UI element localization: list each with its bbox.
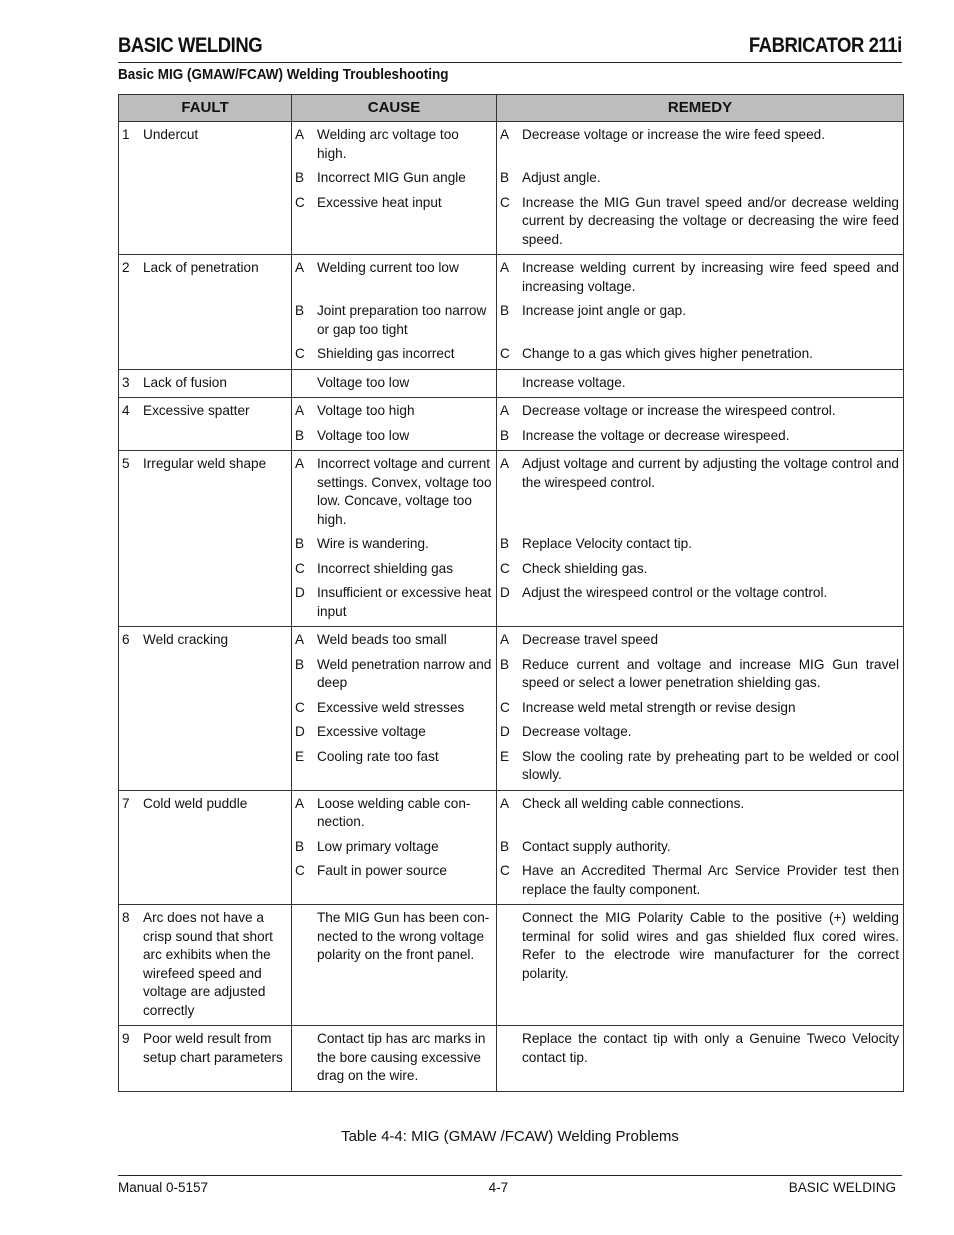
remedy-letter: C xyxy=(500,346,510,361)
remedy-text: Decrease travel speed xyxy=(522,632,659,647)
cause-text: Insufficient or excessive heat input xyxy=(317,585,492,619)
fault-cell xyxy=(119,578,292,627)
cause-cell xyxy=(292,578,497,627)
page-header xyxy=(118,34,902,58)
remedy-text: Adjust voltage and current by adjusting the voltage control and the wirespeed control. xyxy=(522,456,899,490)
remedy-letter xyxy=(497,1030,522,1067)
remedy-letter: D xyxy=(500,724,510,739)
cause-cell xyxy=(292,790,497,832)
fault-cell xyxy=(119,255,292,297)
cause-cell xyxy=(292,742,497,791)
cause-letter: C xyxy=(295,560,305,576)
fault-cell xyxy=(119,296,292,339)
fault-letter: 6 xyxy=(122,632,130,647)
footer-section: BASIC WELDING xyxy=(788,1180,896,1195)
fault-cell xyxy=(119,398,292,421)
cause-text: Incorrect voltage and current settings. Convex, voltage too low. Concave, voltage too high. xyxy=(317,456,492,527)
remedy-cell xyxy=(497,398,904,421)
cause-cell xyxy=(292,421,497,451)
table-row xyxy=(119,1026,904,1092)
remedy-text: Change to a gas which gives higher penetration. xyxy=(522,346,813,361)
cause-cell xyxy=(292,693,497,718)
page-footer xyxy=(118,1180,896,1195)
table-row xyxy=(119,369,904,398)
remedy-cell xyxy=(497,905,904,1026)
page-number: 4-7 xyxy=(488,1180,509,1195)
remedy-text: Decrease voltage. xyxy=(522,724,632,739)
cause-cell xyxy=(292,296,497,339)
fault-letter: 3 xyxy=(122,374,130,390)
cause-cell xyxy=(292,339,497,369)
cause-cell xyxy=(292,856,497,905)
fault-text: Arc does not have a crisp sound that short arc exhibits when the wirefeed speed and voltage are adjusted correctly xyxy=(143,910,273,1018)
remedy-text: Check all welding cable connections. xyxy=(522,795,745,811)
remedy-cell xyxy=(497,627,904,650)
fault-column-header: FAULT xyxy=(119,95,292,122)
remedy-text: Connect the MIG Polarity Cable to the positive (+) welding terminal for solid wires and gas shielded flux cored wires. Refer to the electrode wire manufacturer for the correct polarity. xyxy=(522,910,899,981)
table-row xyxy=(119,163,904,188)
table-row xyxy=(119,627,904,650)
remedy-cell xyxy=(497,122,904,164)
table-row xyxy=(119,578,904,627)
table-row xyxy=(119,255,904,297)
fault-cell xyxy=(119,790,292,832)
cause-letter: B xyxy=(295,838,305,854)
remedy-text: Decrease voltage or increase the wirespeed control. xyxy=(522,403,836,418)
cause-text: Low primary voltage xyxy=(317,838,439,854)
remedy-cell xyxy=(497,529,904,554)
remedy-cell xyxy=(497,578,904,627)
fault-cell xyxy=(119,163,292,188)
cause-cell xyxy=(292,188,497,255)
remedy-letter: A xyxy=(500,795,510,811)
fault-letter: 1 xyxy=(122,127,130,142)
fault-text: Irregular weld shape xyxy=(143,456,267,471)
remedy-text: Contact supply authority. xyxy=(522,838,671,854)
remedy-letter xyxy=(497,374,522,393)
table-row xyxy=(119,296,904,339)
remedy-text: Increase weld metal strength or revise design xyxy=(522,699,796,715)
remedy-text: Replace the contact tip with only a Genuine Tweco Velocity contact tip. xyxy=(522,1031,899,1065)
remedy-cell xyxy=(497,717,904,742)
cause-text: Voltage too high xyxy=(317,403,415,418)
fault-cell xyxy=(119,693,292,718)
cause-cell xyxy=(292,627,497,650)
table-row xyxy=(119,717,904,742)
remedy-text: Increase the MIG Gun travel speed and/or decrease welding current by decreasing the voltage or decreasing the wire feed speed. xyxy=(522,194,899,247)
remedy-cell xyxy=(497,369,904,398)
fault-letter: 4 xyxy=(122,403,130,418)
cause-text: Incorrect shielding gas xyxy=(317,560,454,576)
remedy-cell xyxy=(497,451,904,530)
cause-text: Fault in power source xyxy=(317,863,447,878)
cause-letter xyxy=(292,1030,317,1086)
remedy-cell xyxy=(497,742,904,791)
remedy-cell xyxy=(497,339,904,369)
table-row xyxy=(119,650,904,693)
cause-letter: A xyxy=(295,260,305,275)
cause-letter xyxy=(292,909,317,965)
fault-cell xyxy=(119,742,292,791)
cause-letter xyxy=(292,374,317,393)
cause-text: Contact tip has arc marks in the bore causing excessive drag on the wire. xyxy=(317,1031,486,1083)
remedy-letter: B xyxy=(500,170,510,185)
cause-text: Weld penetration narrow and deep xyxy=(317,656,492,690)
fault-text: Weld cracking xyxy=(143,632,229,647)
table-caption: Table 4-4: MIG (GMAW /FCAW) Welding Problems xyxy=(341,1128,679,1145)
fault-text: Undercut xyxy=(143,127,199,142)
remedy-letter: C xyxy=(500,699,510,715)
remedy-letter: C xyxy=(500,194,510,210)
cause-text: Excessive weld stresses xyxy=(317,699,465,715)
table-body xyxy=(119,122,904,1092)
table-row xyxy=(119,554,904,579)
fault-cell xyxy=(119,369,292,398)
cause-text: Incorrect MIG Gun angle xyxy=(317,170,466,185)
cause-letter: C xyxy=(295,194,305,210)
product-title: FABRICATOR 211i xyxy=(749,34,902,57)
table-row xyxy=(119,529,904,554)
cause-letter: A xyxy=(295,403,305,418)
remedy-column-header: REMEDY xyxy=(497,95,904,122)
cause-cell xyxy=(292,717,497,742)
cause-letter: B xyxy=(295,170,305,185)
remedy-cell xyxy=(497,421,904,451)
table-row xyxy=(119,339,904,369)
fault-text: Lack of penetration xyxy=(143,260,259,275)
remedy-text: Adjust angle. xyxy=(522,170,601,185)
remedy-letter: A xyxy=(500,260,510,275)
fault-text: Excessive spatter xyxy=(143,403,250,418)
fault-cell xyxy=(119,188,292,255)
cause-letter: D xyxy=(295,585,305,600)
remedy-text: Replace Velocity contact tip. xyxy=(522,536,693,551)
header-rule xyxy=(118,62,902,63)
table-header-row xyxy=(119,95,904,122)
cause-text: Loose welding cable con-nection. xyxy=(317,795,471,829)
fault-cell xyxy=(119,1026,292,1092)
remedy-cell xyxy=(497,832,904,857)
remedy-text: Reduce current and voltage and increase MIG Gun travel speed or select a lower penetration shielding gas. xyxy=(522,656,899,690)
cause-letter: B xyxy=(295,536,305,551)
remedy-cell xyxy=(497,554,904,579)
remedy-cell xyxy=(497,790,904,832)
cause-text: Welding current too low xyxy=(317,260,459,275)
table-row xyxy=(119,905,904,1026)
remedy-letter: A xyxy=(500,456,510,471)
fault-cell xyxy=(119,339,292,369)
chapter-title: BASIC WELDING xyxy=(118,34,263,57)
cause-cell xyxy=(292,451,497,530)
table-row xyxy=(119,693,904,718)
cause-letter: C xyxy=(295,346,305,361)
remedy-text: Slow the cooling rate by preheating part to be welded or cool slowly. xyxy=(522,748,899,782)
fault-cell xyxy=(119,627,292,650)
fault-cell xyxy=(119,832,292,857)
remedy-letter: D xyxy=(500,585,510,600)
cause-cell xyxy=(292,163,497,188)
cause-text: Joint preparation too narrow or gap too tight xyxy=(317,303,487,337)
remedy-text: Increase joint angle or gap. xyxy=(522,303,686,318)
remedy-letter: B xyxy=(500,656,510,672)
fault-cell xyxy=(119,554,292,579)
table-row xyxy=(119,856,904,905)
cause-text: Welding arc voltage too high. xyxy=(317,127,459,161)
remedy-letter: E xyxy=(500,748,510,764)
table-row xyxy=(119,832,904,857)
cause-text: Weld beads too small xyxy=(317,632,447,647)
cause-letter: A xyxy=(295,632,305,647)
remedy-letter: B xyxy=(500,427,510,443)
remedy-text: Decrease voltage or increase the wire feed speed. xyxy=(522,127,826,142)
remedy-cell xyxy=(497,1026,904,1092)
remedy-text: Adjust the wirespeed control or the voltage control. xyxy=(522,585,828,600)
remedy-text: Increase voltage. xyxy=(522,374,626,390)
table-row xyxy=(119,122,904,164)
cause-column-header: CAUSE xyxy=(292,95,497,122)
cause-text: Excessive voltage xyxy=(317,724,426,739)
cause-text: Voltage too low xyxy=(317,427,410,443)
cause-letter: D xyxy=(295,724,305,739)
footer-rule xyxy=(118,1175,902,1176)
fault-cell xyxy=(119,905,292,1026)
remedy-cell xyxy=(497,693,904,718)
fault-cell xyxy=(119,650,292,693)
table-row xyxy=(119,790,904,832)
remedy-cell xyxy=(497,255,904,297)
table-row xyxy=(119,451,904,530)
fault-letter: 5 xyxy=(122,456,130,471)
remedy-cell xyxy=(497,856,904,905)
remedy-letter: A xyxy=(500,127,510,142)
cause-letter: C xyxy=(295,863,305,878)
cause-letter: A xyxy=(295,127,305,142)
fault-cell xyxy=(119,421,292,451)
cause-letter: B xyxy=(295,656,305,672)
cause-cell xyxy=(292,905,497,1026)
remedy-cell xyxy=(497,296,904,339)
fault-cell xyxy=(119,451,292,530)
cause-letter: A xyxy=(295,456,305,471)
remedy-letter: B xyxy=(500,536,510,551)
cause-text: Shielding gas incorrect xyxy=(317,346,455,361)
remedy-letter: A xyxy=(500,632,510,647)
fault-cell xyxy=(119,122,292,164)
cause-letter: C xyxy=(295,699,305,715)
cause-text: Excessive heat input xyxy=(317,194,442,210)
troubleshooting-table xyxy=(118,94,904,1092)
table-row xyxy=(119,421,904,451)
cause-cell xyxy=(292,1026,497,1092)
remedy-text: Check shielding gas. xyxy=(522,560,648,576)
fault-letter: 8 xyxy=(122,910,130,925)
fault-cell xyxy=(119,717,292,742)
remedy-text: Have an Accredited Thermal Arc Service Provider test then replace the faulty component. xyxy=(522,863,899,897)
remedy-letter: B xyxy=(500,303,510,318)
fault-letter: 2 xyxy=(122,260,130,275)
fault-letter: 9 xyxy=(122,1031,130,1046)
remedy-text: Increase welding current by increasing wire feed speed and increasing voltage. xyxy=(522,260,899,294)
fault-letter: 7 xyxy=(122,795,130,811)
table-row xyxy=(119,742,904,791)
cause-letter: E xyxy=(295,748,305,764)
table-row xyxy=(119,188,904,255)
remedy-cell xyxy=(497,163,904,188)
manual-number: Manual 0-5157 xyxy=(118,1180,209,1195)
cause-letter: A xyxy=(295,795,305,811)
cause-cell xyxy=(292,650,497,693)
fault-cell xyxy=(119,856,292,905)
cause-cell xyxy=(292,529,497,554)
remedy-letter xyxy=(497,909,522,983)
table-row xyxy=(119,398,904,421)
fault-cell xyxy=(119,529,292,554)
cause-text: Voltage too low xyxy=(317,374,410,390)
remedy-cell xyxy=(497,188,904,255)
remedy-letter: B xyxy=(500,838,510,854)
cause-cell xyxy=(292,832,497,857)
remedy-cell xyxy=(497,650,904,693)
fault-text: Cold weld puddle xyxy=(143,795,248,811)
remedy-text: Increase the voltage or decrease wirespeed. xyxy=(522,427,790,443)
remedy-letter: C xyxy=(500,863,510,878)
cause-text: The MIG Gun has been con-nected to the wrong voltage polarity on the front panel. xyxy=(317,910,490,962)
fault-text: Poor weld result from setup chart parameters xyxy=(143,1031,283,1065)
cause-cell xyxy=(292,554,497,579)
remedy-letter: A xyxy=(500,403,510,418)
cause-text: Wire is wandering. xyxy=(317,536,429,551)
cause-cell xyxy=(292,369,497,398)
fault-text: Lack of fusion xyxy=(143,374,227,390)
cause-text: Cooling rate too fast xyxy=(317,748,439,764)
cause-cell xyxy=(292,398,497,421)
remedy-letter: C xyxy=(500,560,510,576)
cause-letter: B xyxy=(295,303,305,318)
cause-letter: B xyxy=(295,427,305,443)
section-title: Basic MIG (GMAW/FCAW) Welding Troubleshooting xyxy=(118,66,449,83)
cause-cell xyxy=(292,255,497,297)
cause-cell xyxy=(292,122,497,164)
